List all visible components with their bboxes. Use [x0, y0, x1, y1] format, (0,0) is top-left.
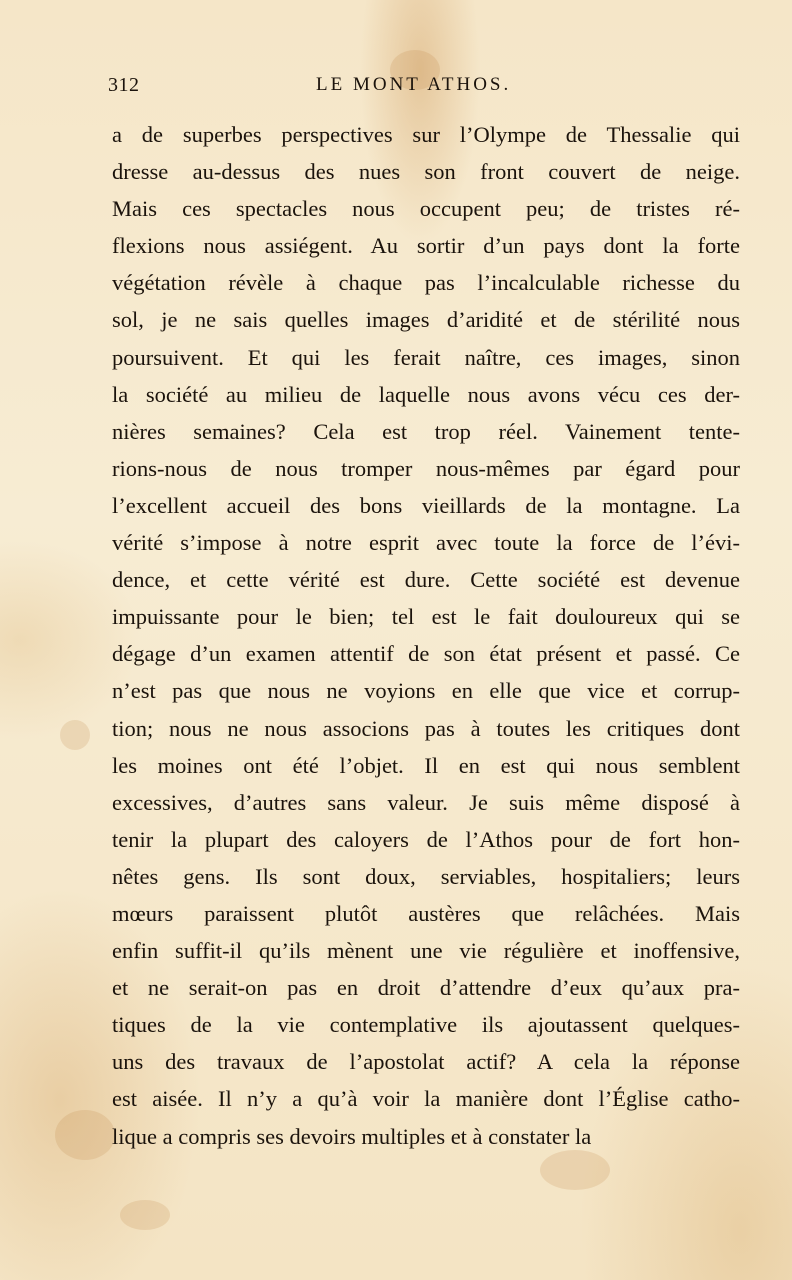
body-text [112, 116, 740, 1155]
foxing-stain [55, 1110, 115, 1160]
text-line: dégage d’un examen attentif de son état présent et passé. Ce [112, 641, 740, 667]
text-line: tenir la plupart des caloyers de l’Athos pour de fort hon- [112, 826, 740, 852]
text-line: nières semaines? Cela est trop réel. Vainement tente- [112, 418, 740, 444]
foxing-stain [60, 720, 90, 750]
text-line: mœurs paraissent plutôt austères que relâchées. Mais [112, 900, 740, 926]
text-line: poursuivent. Et qui les ferait naître, ces images, sinon [112, 344, 740, 370]
text-line: est aisée. Il n’y a qu’à voir la manière dont l’Église catho- [112, 1086, 740, 1112]
text-line: impuissante pour le bien; tel est le fait douloureux qui se [112, 604, 740, 630]
text-line: l’excellent accueil des bons vieillards de la montagne. La [112, 492, 740, 518]
text-line: a de superbes perspectives sur l’Olympe de Thessalie qui [112, 122, 740, 147]
running-title: LE MONT ATHOS. [316, 74, 512, 95]
text-line: les moines ont été l’objet. Il en est qui nous semblent [112, 752, 740, 778]
text-line: tiques de la vie contemplative ils ajoutassent quelques- [112, 1012, 740, 1038]
text-line: dresse au-dessus des nues son front couvert de neige. [112, 159, 740, 185]
page-header [108, 74, 688, 104]
text-line: flexions nous assiégent. Au sortir d’un pays dont la forte [112, 233, 740, 259]
page-number: 312 [108, 74, 140, 96]
text-line: lique a compris ses devoirs multiples et à constater la [112, 1123, 592, 1149]
text-line: nêtes gens. Ils sont doux, serviables, hospitaliers; leurs [112, 863, 740, 889]
text-line: la société au milieu de laquelle nous avons vécu ces der- [112, 381, 740, 407]
text-line: Mais ces spectacles nous occupent peu; de tristes ré- [112, 196, 740, 222]
text-line: n’est pas que nous ne voyions en elle que vice et corrup- [112, 678, 740, 704]
text-line: dence, et cette vérité est dure. Cette société est devenue [112, 567, 740, 593]
text-line: uns des travaux de l’apostolat actif? A cela la réponse [112, 1049, 740, 1075]
text-line: et ne serait-on pas en droit d’attendre d’eux qu’aux pra- [112, 975, 740, 1001]
text-line: rions-nous de nous tromper nous-mêmes par égard pour [112, 455, 740, 481]
text-line: végétation révèle à chaque pas l’incalculable richesse du [112, 270, 740, 296]
text-line: sol, je ne sais quelles images d’aridité et de stérilité nous [112, 307, 740, 333]
text-line: vérité s’impose à notre esprit avec toute la force de l’évi- [112, 530, 740, 556]
text-line: enfin suffit-il qu’ils mènent une vie régulière et inoffensive, [112, 938, 740, 964]
foxing-stain [540, 1150, 610, 1190]
text-line: tion; nous ne nous associons pas à toutes les critiques dont [112, 715, 740, 741]
text-line: excessives, d’autres sans valeur. Je suis même disposé à [112, 789, 740, 815]
foxing-stain [120, 1200, 170, 1230]
